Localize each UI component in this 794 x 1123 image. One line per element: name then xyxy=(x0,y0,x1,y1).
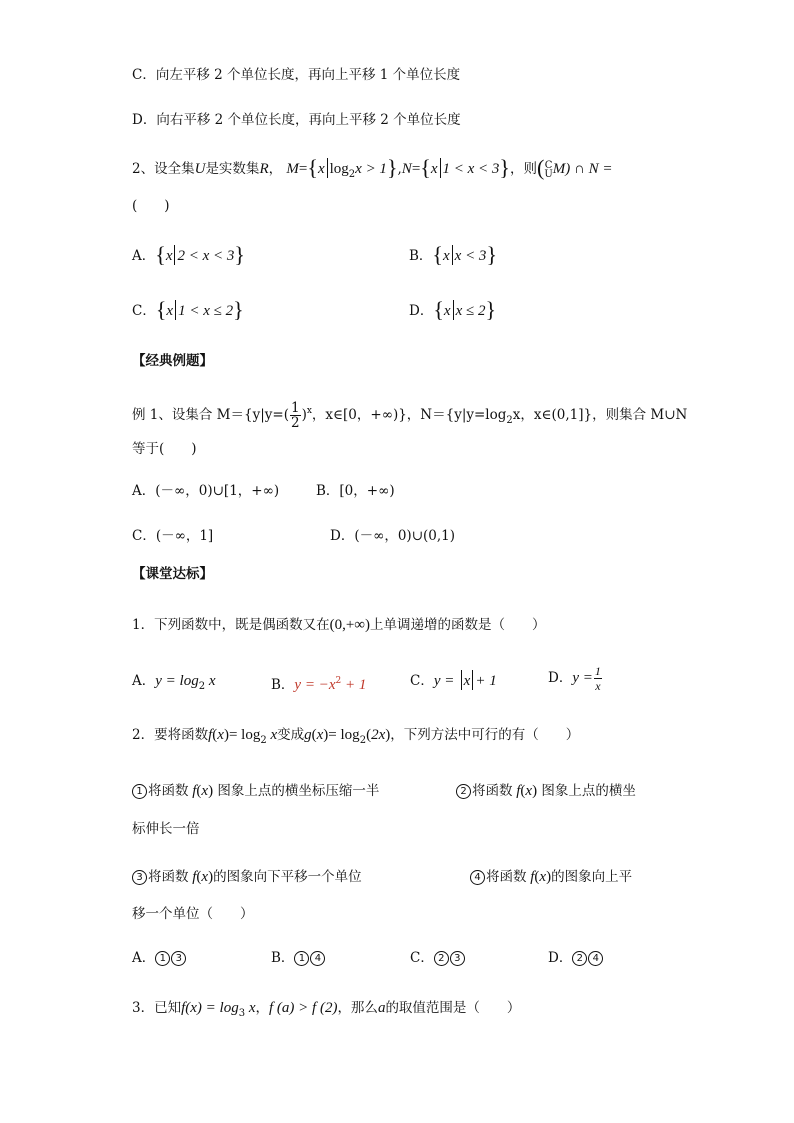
q2-M-cond: x > 1 xyxy=(355,161,387,177)
ex1-line2: 等于( ) xyxy=(132,441,197,457)
c1-option-c: C．y = x + 1 xyxy=(410,670,497,692)
ex1-tail: ，x∈[0，+∞)}，N＝{y|y=log xyxy=(311,407,507,423)
q2-prefix: 2、设全集 xyxy=(132,161,195,177)
c2-method-4-cont: 移一个单位（ ） xyxy=(132,906,254,922)
ex1-pre: 例 1、设集合 M＝{y|y=( xyxy=(132,407,289,423)
q2-then: ，则 xyxy=(509,161,537,177)
ex1-option-c: C．(－∞，1] xyxy=(132,528,214,544)
q2-d-label: D． xyxy=(409,303,434,319)
c2-method-2-cont: 标伸长一倍 xyxy=(132,821,200,837)
option-d-prev: D．向右平移 2 个单位长度，再向上平移 2 个单位长度 xyxy=(132,112,461,128)
q2-R: R xyxy=(259,161,269,177)
ex1-stem: 例 1、设集合 M＝{y|y=( $\frac{1}{2}$ )$^x$，x∈[0，+∞)}，$N=\{y|y=\log_2x$，x∈(0,1]}，则集合 M∪N xyxy=(132,400,688,431)
c1-option-b: B．$y = -x^2 + 1$ xyxy=(271,676,367,693)
c2-option-b: B． 1 4 xyxy=(271,947,326,969)
q2-comp-sub: U xyxy=(544,169,553,180)
c1-interval: (0,+∞) xyxy=(329,617,370,633)
c2-method-2: 2 将函数 f(x) 图象上点的横坐 xyxy=(456,780,636,802)
c2-method-1: 1 将函数 f(x) 图象上点的横坐标压缩一半 xyxy=(132,780,379,802)
q2-log-base: 2 xyxy=(348,169,356,180)
c2-option-c: C． 2 3 xyxy=(410,947,466,969)
option-c-prev: C．向左平移 2 个单位长度，再向上平移 1 个单位长度 xyxy=(132,67,461,83)
ex1-end: x，x∈(0,1]}，则集合 M∪N xyxy=(512,407,688,423)
q2-is-real: 是实数集 xyxy=(205,161,260,177)
q2-c-cond: 1 < x ≤ 2 xyxy=(178,303,234,319)
section-class-practice: 【课堂达标】 xyxy=(132,566,213,582)
c2-option-a: A． 1 3 xyxy=(132,947,187,969)
q2-option-a: A．{x 2 < x < 3} xyxy=(132,242,245,267)
ex1-option-a: A．(－∞，0)∪[1，+∞) xyxy=(132,483,280,499)
q2-b-cond: x < 3 xyxy=(454,248,487,264)
q2-c-label: C． xyxy=(132,303,156,319)
q2-option-c: C．{x 1 < x ≤ 2} xyxy=(132,297,244,322)
q2-U: U xyxy=(194,161,206,177)
c1-option-d: D．y = $\frac{1}{x}$ xyxy=(548,664,601,693)
q2-N: N xyxy=(401,161,412,177)
c1-option-a: A．$y = \log_2 x$ xyxy=(132,673,216,692)
q2-paren: ( ) xyxy=(132,198,170,214)
c2-stem: 2．要将函数$f(x)= \log_2 x$变成$g(x)= \log_2(2x)$，下列方法中可行的有（ ） xyxy=(132,727,580,746)
q2-comma: ， xyxy=(268,161,283,177)
section-classic-examples: 【经典例题】 xyxy=(132,353,213,369)
c1-stem: 1．下列函数中，既是偶函数又在(0,+∞)上单调递增的函数是（ ） xyxy=(132,617,546,633)
ex1-frac: $\frac{1}{2}$ xyxy=(290,400,300,431)
c2-method-4: 4 将函数 f(x)的图象向上平 xyxy=(470,866,632,888)
q2-N-cond: 1 < x < 3 xyxy=(442,161,500,177)
q2-log: log xyxy=(329,161,349,177)
c3-stem: 3．已知$f(x) = \log_3 x$，f (a) > f (2)，那么a的取值范围是（ ） xyxy=(132,1000,521,1019)
q2-d-cond: x ≤ 2 xyxy=(455,303,486,319)
q2-M: M xyxy=(286,161,299,177)
q2-option-d: D．{x x ≤ 2} xyxy=(409,297,497,322)
q2-a-cond: 2 < x < 3 xyxy=(177,248,235,264)
ex1-option-b: B．[0，+∞) xyxy=(316,483,395,499)
q2-option-b: B．{x x < 3} xyxy=(409,242,497,267)
ex1-option-d: D．(－∞，0)∪(0,1) xyxy=(330,528,456,544)
q2-intersect: M) ∩ N = xyxy=(552,161,613,177)
c2-option-d: D． 2 4 xyxy=(548,947,604,969)
q2-stem: 2、设全集U是实数集R， M={x $\log_2x > 1\},N=\{x$ 1 < x < 3}，则(C UM) ∩ N = xyxy=(132,155,613,180)
q2-b-label: B． xyxy=(409,248,433,264)
c2-method-3: 3 将函数 f(x)的图象向下平移一个单位 xyxy=(132,866,362,888)
q2-a-label: A． xyxy=(132,248,156,264)
